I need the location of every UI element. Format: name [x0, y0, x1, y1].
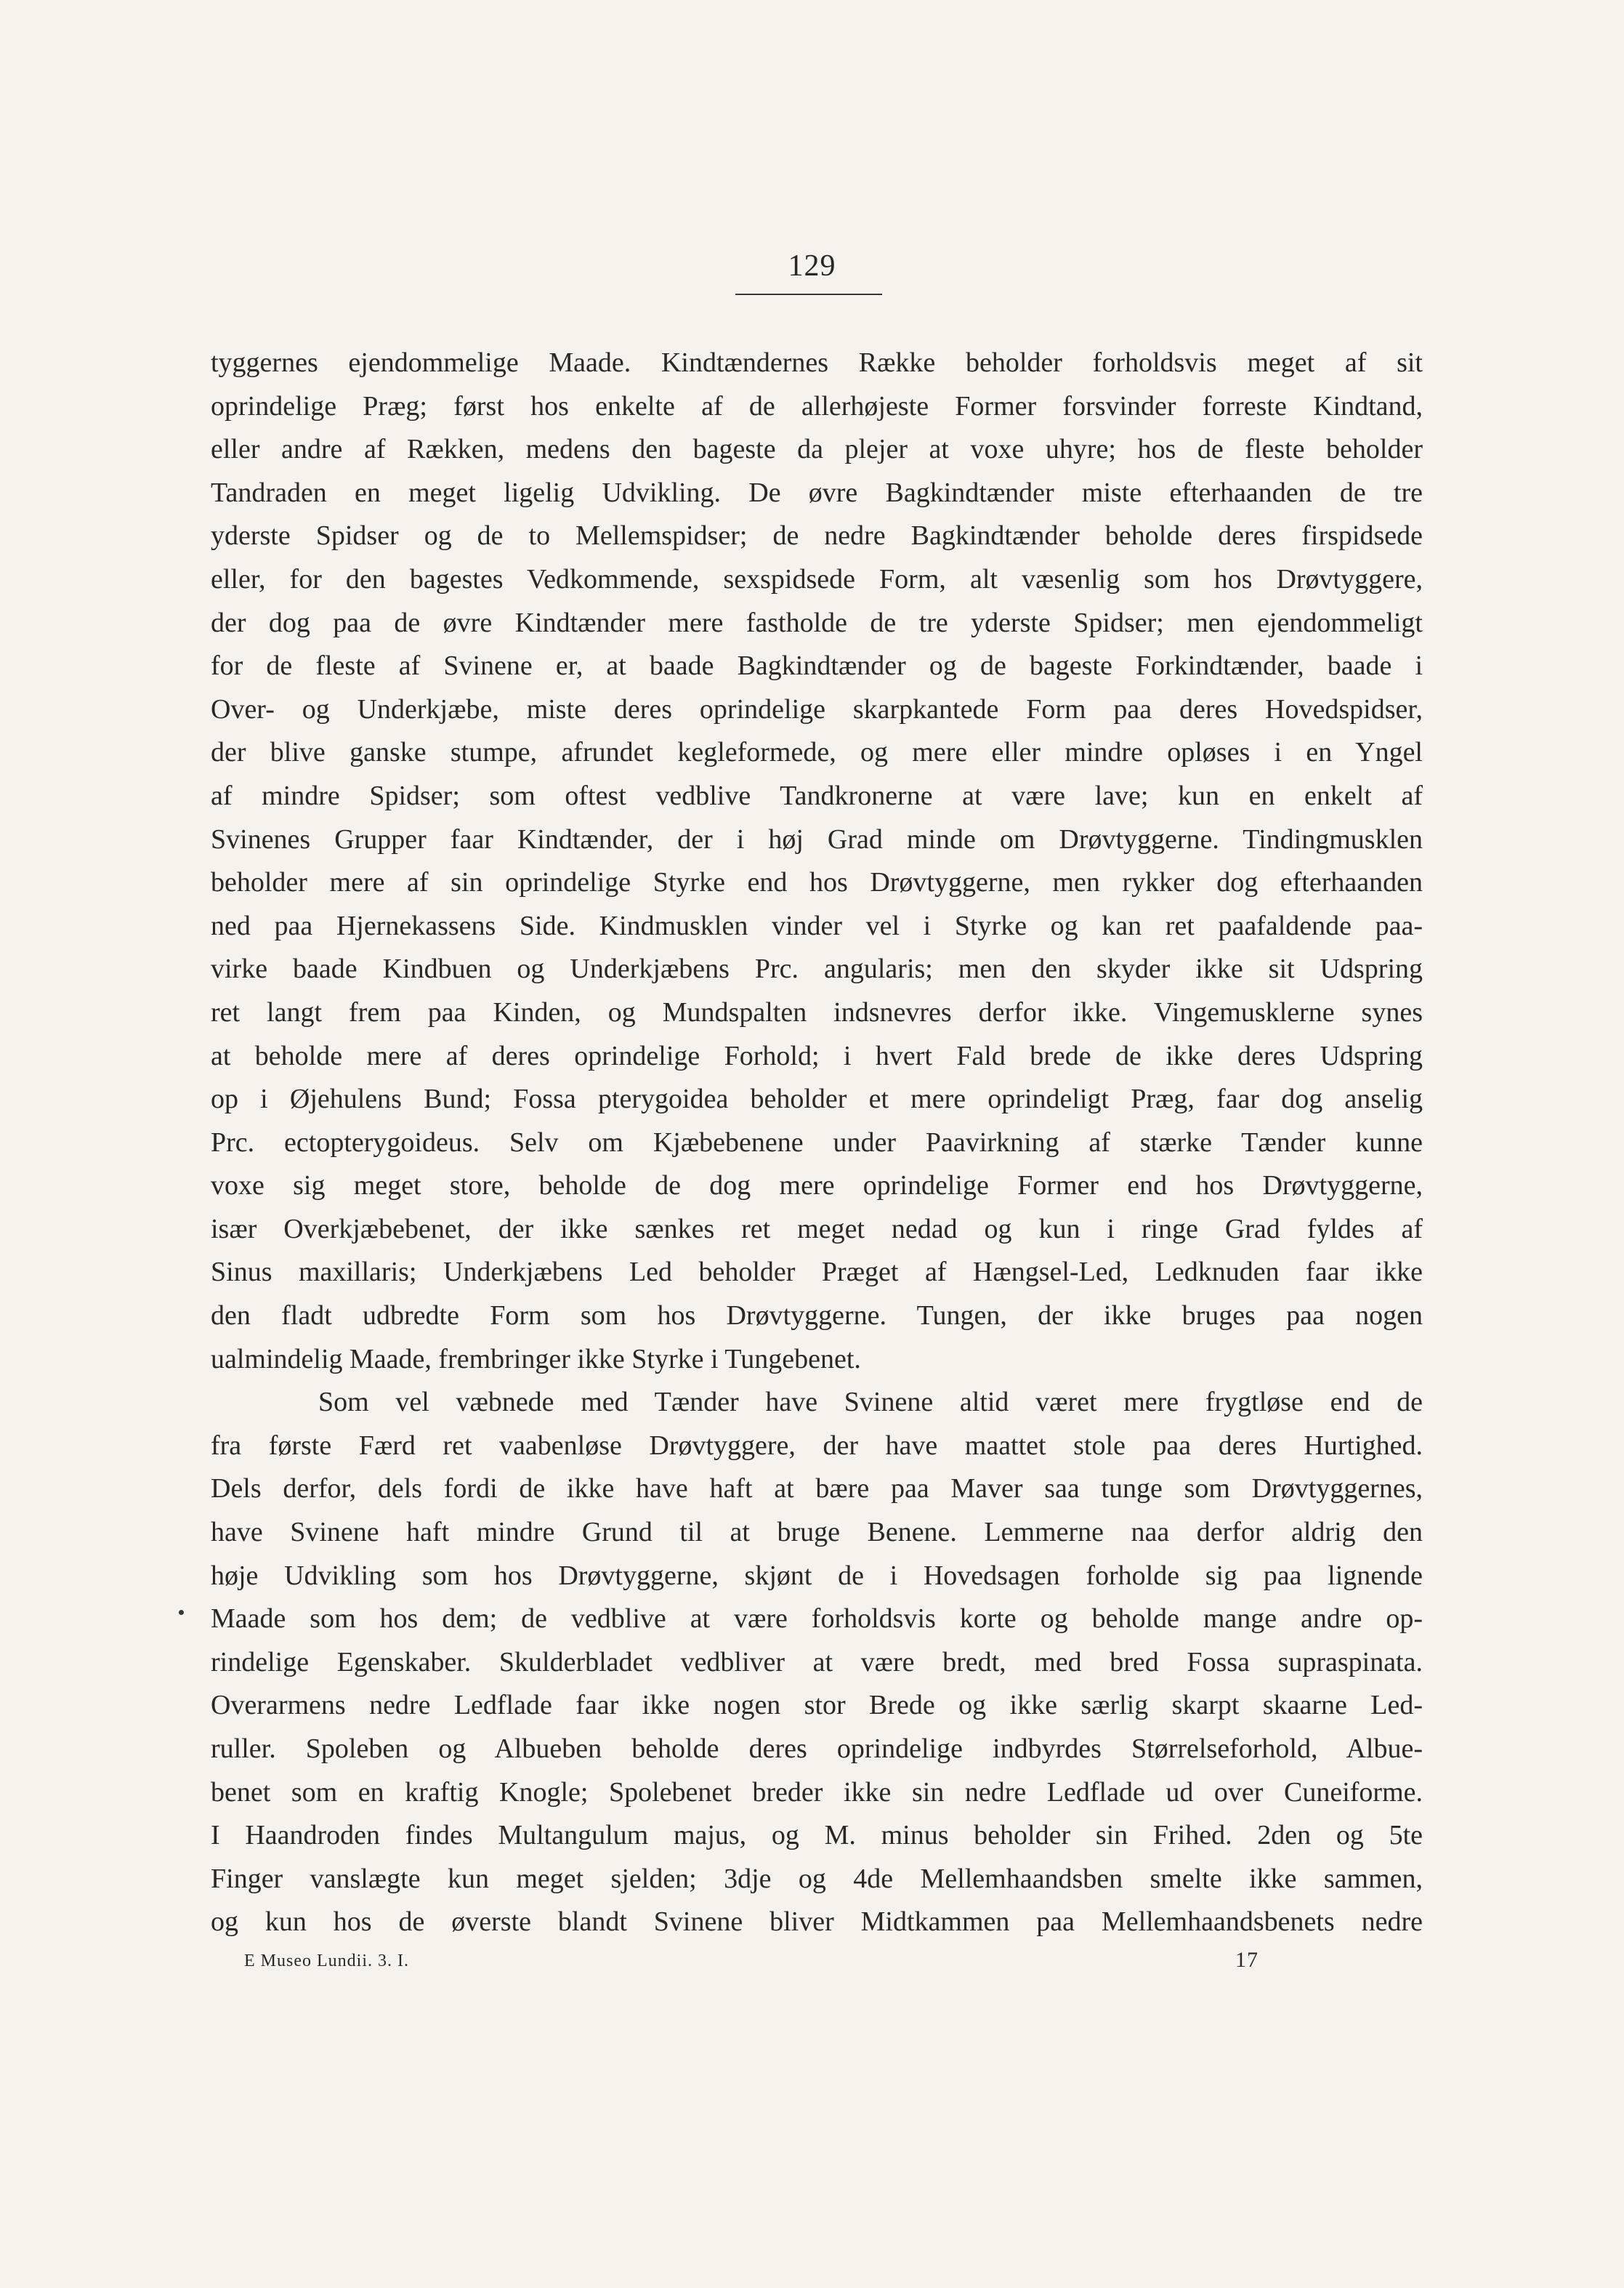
text-line: Som vel væbnede med Tænder have Svinene altid været mere frygtløse end de	[318, 1387, 1423, 1418]
text-line: Over- og Underkjæbe, miste deres oprindelige skarpkantede Form paa deres Hovedspidser,	[211, 693, 1423, 725]
text-line: Svinenes Grupper faar Kindtænder, der i høj Grad minde om Drøvtyggerne. Tindingmusklen	[211, 823, 1423, 855]
header-rule	[735, 294, 882, 295]
footer-signature: E Museo Lundii. 3. I.	[244, 1951, 409, 1970]
text-line: beholder mere af sin oprindelige Styrke end hos Drøvtyggerne, men rykker dog efterhaanden	[211, 867, 1423, 898]
text-line: ualmindelig Maade, frembringer ikke Styrke i Tungebenet.	[211, 1343, 861, 1374]
text-line: have Svinene haft mindre Grund til at bruge Benene. Lemmerne naa derfor aldrig den	[211, 1517, 1423, 1548]
text-line: Tandraden en meget ligelig Udvikling. De øvre Bagkindtænder miste efterhaanden de tre	[211, 477, 1423, 508]
text-line: især Overkjæbebenet, der ikke sænkes ret meget nedad og kun i ringe Grad fyldes af	[211, 1213, 1423, 1244]
text-line: virke baade Kindbuen og Underkjæbens Prc. angularis; men den skyder ikke sit Udspring	[211, 954, 1423, 985]
text-line: op i Øjehulens Bund; Fossa pterygoidea beholder et mere oprindeligt Præg, faar dog anselig	[211, 1084, 1423, 1115]
text-line: der blive ganske stumpe, afrundet kegleformede, og mere eller mindre opløses i en Yngel	[211, 737, 1423, 768]
text-line: Sinus maxillaris; Underkjæbens Led beholder Præget af Hængsel-Led, Ledknuden faar ikke	[211, 1257, 1423, 1288]
text-line: Dels derfor, dels fordi de ikke have haft at bære paa Maver saa tunge som Drøvtyggernes,	[211, 1473, 1423, 1504]
page-number: 129	[788, 249, 836, 283]
text-line: Prc. ectopterygoideus. Selv om Kjæbebenene under Paavirkning af stærke Tænder kunne	[211, 1127, 1423, 1158]
text-line: ruller. Spoleben og Albueben beholde deres oprindelige indbyrdes Størrelseforhold, Albue-	[211, 1733, 1423, 1764]
text-line: eller andre af Rækken, medens den bageste da plejer at voxe uhyre; hos de fleste beholder	[211, 434, 1423, 465]
text-line: yderste Spidser og de to Mellemspidser; de nedre Bagkindtænder beholde deres firspidsede	[211, 520, 1423, 552]
text-line: Finger vanslægte kun meget sjelden; 3dje og 4de Mellemhaandsben smelte ikke sammen,	[211, 1863, 1423, 1894]
text-line: I Haandroden findes Multangulum majus, og M. minus beholder sin Frihed. 2den og 5te	[211, 1820, 1423, 1851]
text-line: der dog paa de øvre Kindtænder mere fastholde de tre yderste Spidser; men ejendommeligt	[211, 607, 1423, 638]
text-line: ret langt frem paa Kinden, og Mundspalten indsnevres derfor ikke. Vingemusklerne synes	[211, 996, 1423, 1028]
text-line: voxe sig meget store, beholde de dog mere oprindelige Former end hos Drøvtyggerne,	[211, 1170, 1423, 1201]
footer-sheet-number: 17	[1235, 1948, 1259, 1972]
text-line: fra første Færd ret vaabenløse Drøvtyggere, der have maattet stole paa deres Hurtighed.	[211, 1430, 1423, 1461]
text-line: benet som en kraftig Knogle; Spolebenet breder ikke sin nedre Ledflade ud over Cuneiforme.	[211, 1776, 1423, 1808]
text-line: Overarmens nedre Ledflade faar ikke nogen stor Brede og ikke særlig skarpt skaarne Led-	[211, 1690, 1423, 1721]
text-line: for de fleste af Svinene er, at baade Bagkindtænder og de bageste Forkindtænder, baade i	[211, 650, 1423, 682]
body-text	[211, 342, 1423, 1944]
text-line: oprindelige Præg; først hos enkelte af de allerhøjeste Former forsvinder forreste Kindtand,	[211, 390, 1423, 422]
text-line: tyggernes ejendommelige Maade. Kindtændernes Række beholder forholdsvis meget af sit	[211, 347, 1423, 378]
text-line: den fladt udbredte Form som hos Drøvtyggerne. Tungen, der ikke bruges paa nogen	[211, 1300, 1423, 1332]
text-line: høje Udvikling som hos Drøvtyggerne, skjønt de i Hovedsagen forholde sig paa lignende	[211, 1560, 1423, 1591]
text-line: Maade som hos dem; de vedblive at være forholdsvis korte og beholde mange andre op-	[211, 1603, 1423, 1635]
text-line: eller, for den bagestes Vedkommende, sexspidsede Form, alt væsenlig som hos Drøvtyggere,	[211, 563, 1423, 595]
text-line: ned paa Hjernekassens Side. Kindmusklen vinder vel i Styrke og kan ret paafaldende paa-	[211, 910, 1423, 941]
text-line: af mindre Spidser; som oftest vedblive Tandkronerne at være lave; kun en enkelt af	[211, 780, 1423, 811]
margin-mark	[179, 1610, 184, 1615]
text-line: at beholde mere af deres oprindelige Forhold; i hvert Fald brede de ikke deres Udspring	[211, 1040, 1423, 1071]
text-line: og kun hos de øverste blandt Svinene bliver Midtkammen paa Mellemhaandsbenets nedre	[211, 1906, 1423, 1938]
text-line: rindelige Egenskaber. Skulderbladet vedbliver at være bredt, med bred Fossa supraspinata.	[211, 1646, 1423, 1677]
